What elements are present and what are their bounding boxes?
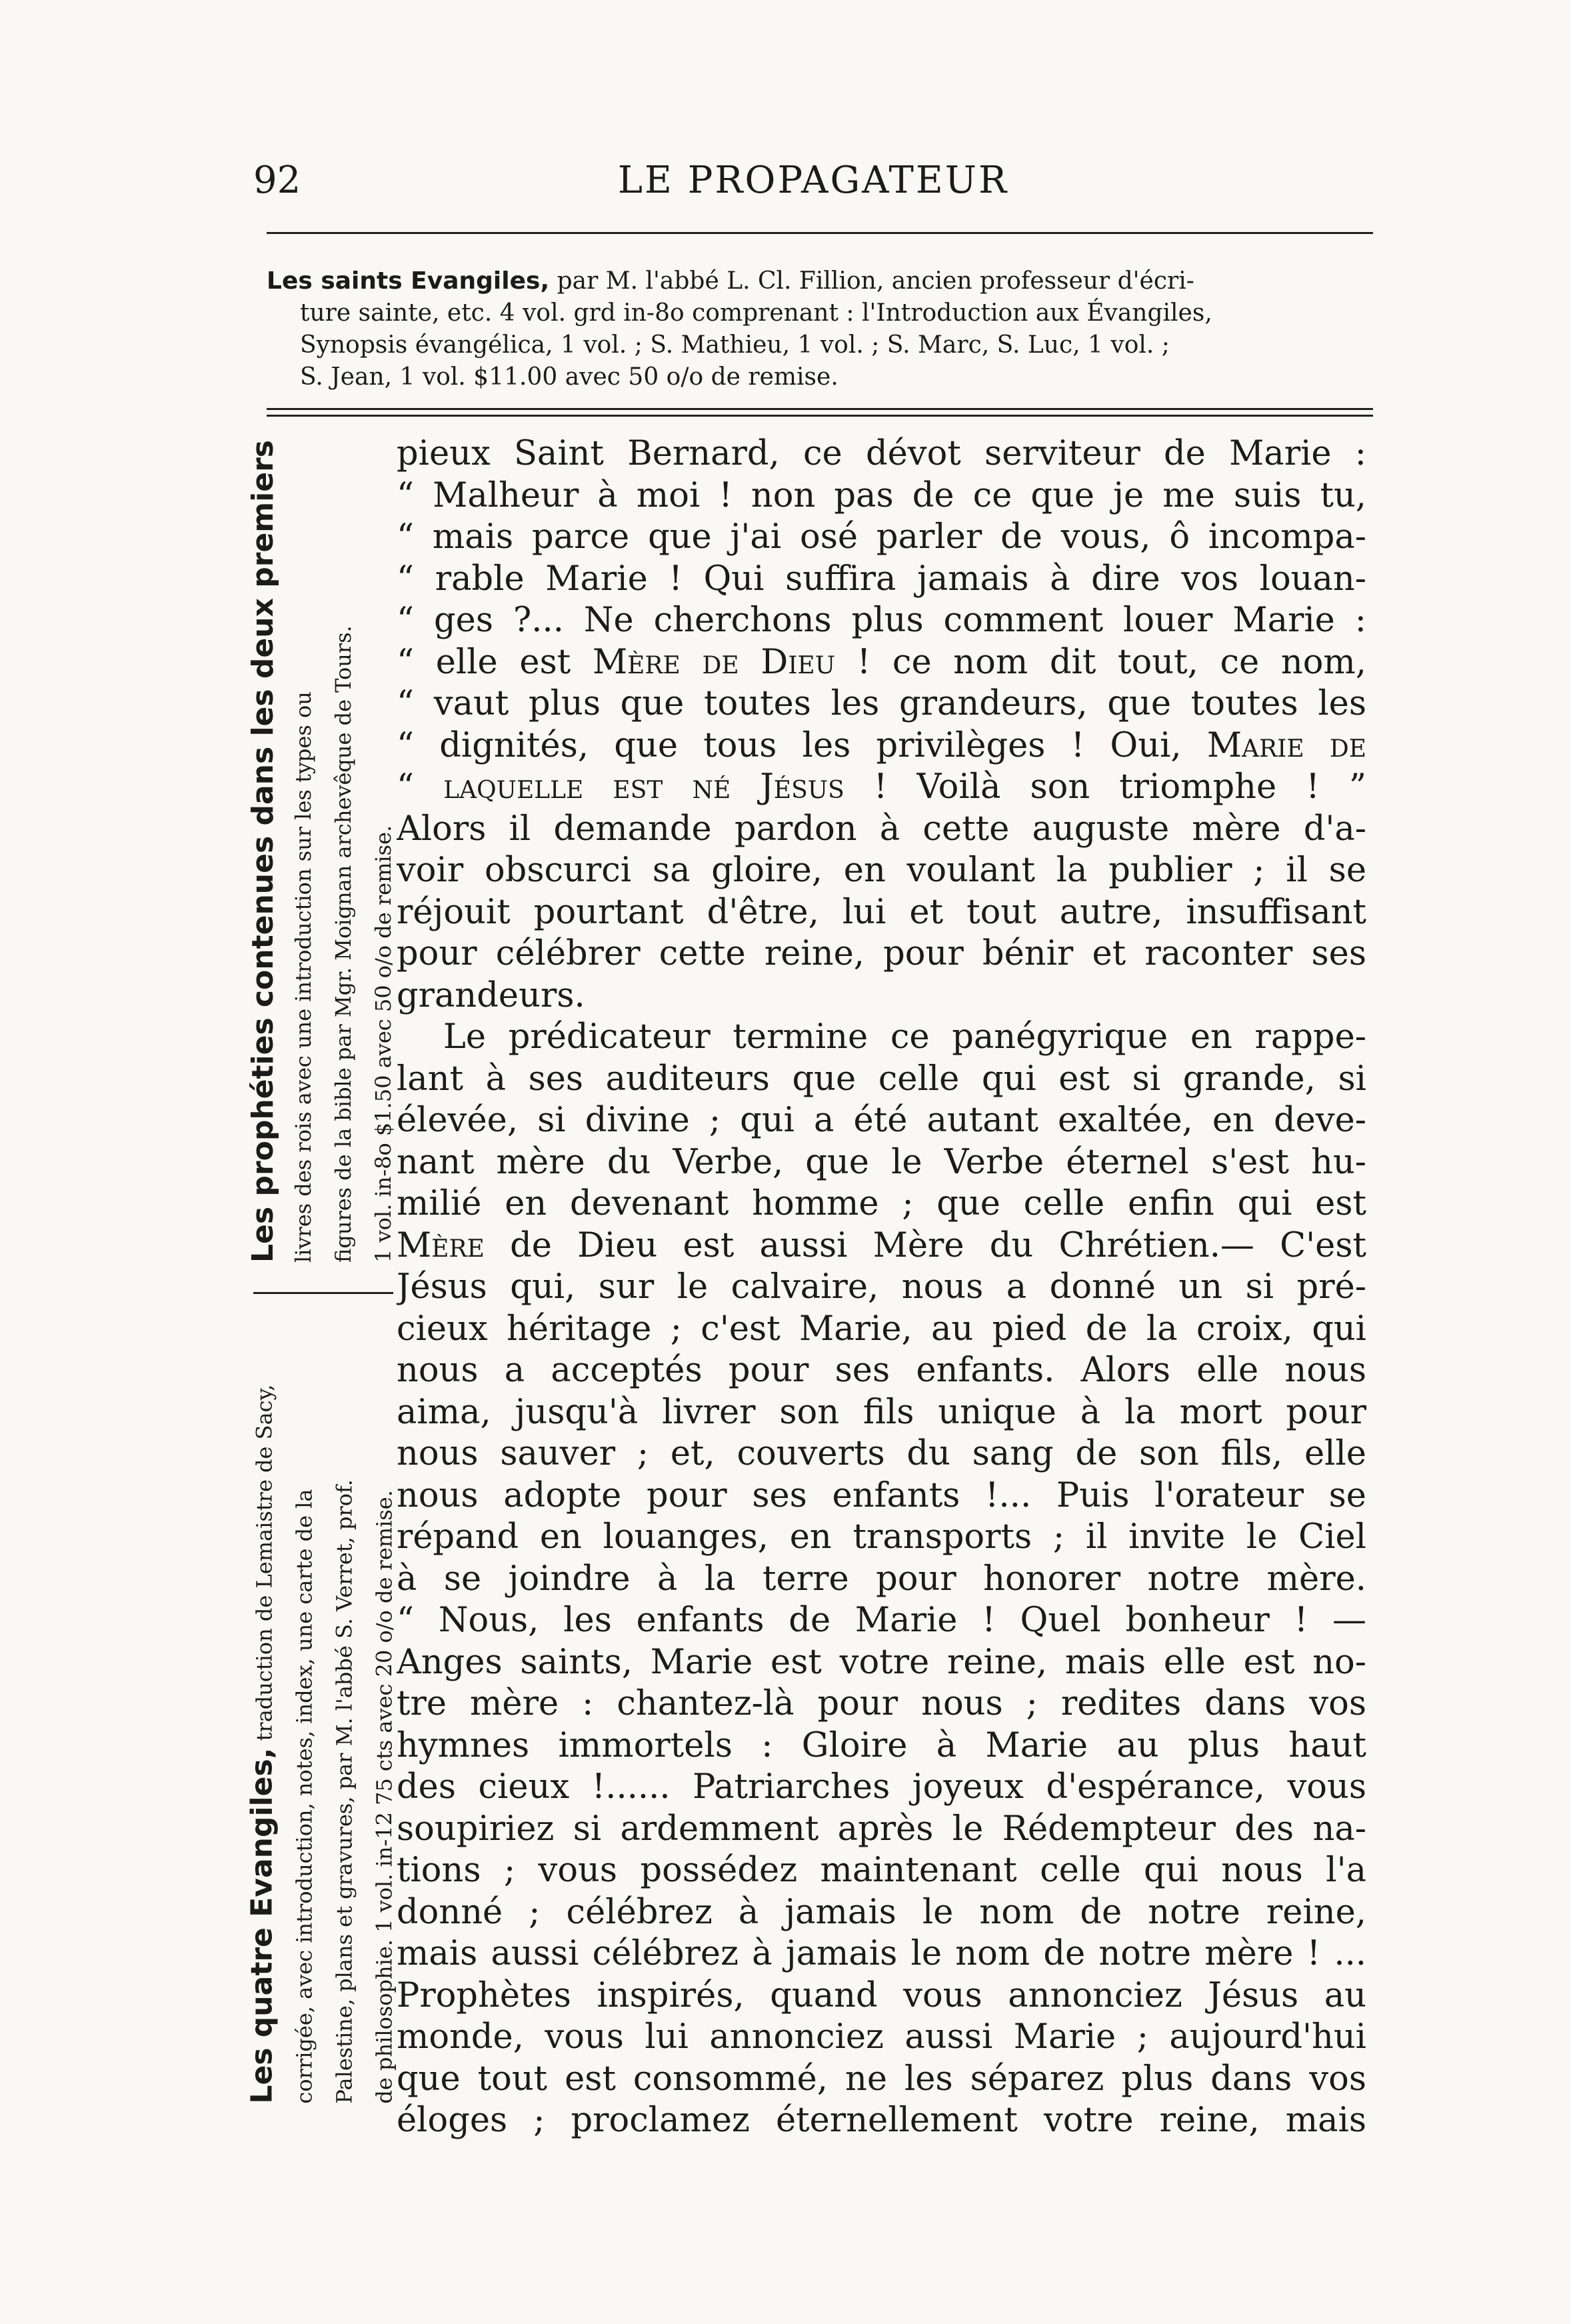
text-line: Prophètes inspirés, quand vous annonciez Jésus au: [397, 1975, 1366, 2015]
side-ad-line: 1 vol. in-8o $1.50 avec 50 o/o de remise.: [371, 825, 396, 1263]
small-caps-text: Mère: [397, 1225, 485, 1265]
text-segment: ! ce nom dit tout, ce nom,: [835, 642, 1366, 682]
ad-line: S. Jean, 1 vol. $11.00 avec 50 o/o de remise.: [300, 363, 838, 391]
running-title: LE PROPAGATEUR: [617, 159, 1009, 202]
text-line: hymnes immortels : Gloire à Marie au plus haut: [397, 1725, 1366, 1765]
ad-line: [267, 265, 1373, 297]
text-line: aima, jusqu'à livrer son fils unique à la mort pour: [397, 1392, 1366, 1432]
text-segment: “ elle est: [397, 642, 593, 682]
ad-text: par M. l'abbé L. Cl. Fillion, ancien professeur d'écri-: [549, 267, 1194, 295]
text-line: monde, vous lui annonciez aussi Marie ; aujourd'hui: [397, 2017, 1366, 2057]
text-line: milié en devenant homme ; que celle enfin qui est: [397, 1184, 1366, 1223]
text-line: “ Nous, les enfants de Marie ! Quel bonheur ! —: [397, 1601, 1366, 1640]
text-segment: “ dignités, que tous les privilèges ! Oui,: [397, 725, 1207, 765]
text-line: pour célébrer cette reine, pour bénir et raconter ses: [397, 934, 1366, 973]
text-line: [397, 1225, 1366, 1267]
side-ad-text: traduction de Lemaistre de Sacy,: [251, 1384, 277, 1748]
text-line: nous adopte pour ses enfants !... Puis l'orateur se: [397, 1475, 1366, 1515]
text-segment: de Dieu est aussi Mère du Chrétien.— C'est: [484, 1225, 1366, 1265]
advertisement-top: [267, 265, 1373, 393]
ad-line: ture sainte, etc. 4 vol. grd in-8o comprenant : l'Introduction aux Évangiles,: [300, 299, 1212, 327]
text-line: “ Malheur à moi ! non pas de ce que je me suis tu,: [397, 475, 1366, 515]
small-caps-text: Mère de Dieu: [592, 642, 836, 682]
side-advertisement-gospels: [245, 1297, 397, 2191]
text-line: “ ges ?... Ne cherchons plus comment louer Marie :: [397, 601, 1366, 640]
side-ad-line: de philosophie. 1 vol. in-12 75 cts avec 20 o/o de remise.: [371, 1490, 397, 2104]
text-line: que tout est consommé, ne les séparez plus dans vos: [397, 2059, 1366, 2099]
text-line: éloges ; proclamez éternellement votre reine, mais: [397, 2101, 1366, 2140]
side-ad-line: corrigée, avec introduction, notes, index, une carte de la: [291, 1489, 317, 2104]
text-line: voir obscurci sa gloire, en voulant la publier ; il se: [397, 851, 1366, 890]
text-segment: “: [397, 767, 444, 807]
header-rule: [267, 232, 1373, 234]
ad-title: Les saints Evangiles,: [267, 267, 550, 295]
text-line: “ rable Marie ! Qui suffira jamais à dire vos louan-: [397, 559, 1366, 599]
side-ad-title: Les prophéties contenues dans les deux premiers: [246, 440, 280, 1263]
text-line: [397, 725, 1366, 767]
ad-line: Synopsis évangélica, 1 vol. ; S. Mathieu, 1 vol. ; S. Marc, S. Luc, 1 vol. ;: [300, 331, 1170, 359]
page-number: 92: [253, 159, 301, 202]
side-divider: [253, 1292, 393, 1294]
text-line: Le prédicateur termine ce panégyrique en rappe-: [443, 1017, 1366, 1057]
double-rule: [267, 408, 1373, 417]
text-line: [397, 642, 1366, 684]
side-advertisement-text: [243, 440, 403, 1263]
side-ad-line: livres des rois avec une introduction sur les types ou: [291, 691, 316, 1263]
text-line: [397, 767, 1366, 809]
text-line: mais aussi célébrez à jamais le nom de notre mère ! ...: [397, 1934, 1366, 1973]
text-line: réjouit pourtant d'être, lui et tout autre, insuffisant: [397, 892, 1366, 932]
small-caps-text: laquelle est né Jésus: [443, 767, 844, 807]
text-line: Jésus qui, sur le calvaire, nous a donné un si pré-: [397, 1267, 1366, 1307]
text-line: donné ; célébrez à jamais le nom de notre reine,: [397, 1892, 1366, 1932]
side-ad-line: Palestine, plans et gravures, par M. l'abbé S. Verret, prof.: [331, 1479, 357, 2104]
page-header: [253, 159, 1373, 212]
side-ad-title: Les quatre Evangiles,: [245, 1747, 279, 2104]
text-line: élevée, si divine ; qui a été autant exaltée, en deve-: [397, 1101, 1366, 1140]
side-ad-line: figures de la bible par Mgr. Moignan archevêque de Tours.: [331, 625, 356, 1263]
text-segment: ! Voilà son triomphe ! ”: [844, 767, 1366, 807]
side-advertisement-prophecies: [246, 415, 396, 1288]
text-line: grandeurs.: [397, 975, 585, 1015]
body-text: [397, 433, 1366, 2142]
text-line: cieux héritage ; c'est Marie, au pied de la croix, qui: [397, 1309, 1366, 1349]
text-line: tre mère : chantez-là pour nous ; redites dans vos: [397, 1684, 1366, 1723]
text-line: nous sauver ; et, couverts du sang de son fils, elle: [397, 1434, 1366, 1473]
text-line: Anges saints, Marie est votre reine, mais elle est no-: [397, 1642, 1366, 1682]
text-line: Alors il demande pardon à cette auguste mère d'a-: [397, 809, 1366, 849]
text-line: pieux Saint Bernard, ce dévot serviteur de Marie :: [397, 434, 1366, 473]
text-line: tions ; vous possédez maintenant celle qui nous l'a: [397, 1851, 1366, 1890]
text-line: soupiriez si ardemment après le Rédempteur des na-: [397, 1809, 1366, 1849]
text-line: nous a acceptés pour ses enfants. Alors elle nous: [397, 1351, 1366, 1390]
small-caps-text: Marie de: [1206, 725, 1366, 765]
text-line: nant mère du Verbe, que le Verbe éternel s'est hu-: [397, 1142, 1366, 1182]
text-line: répand en louanges, en transports ; il invite le Ciel: [397, 1517, 1366, 1557]
text-line: à se joindre à la terre pour honorer notre mère.: [397, 1559, 1366, 1599]
text-line: “ mais parce que j'ai osé parler de vous, ô incompa-: [397, 517, 1366, 557]
text-line: des cieux !...... Patriarches joyeux d'espérance, vous: [397, 1767, 1366, 1807]
side-advertisement-text: [243, 1384, 405, 2103]
text-line: “ vaut plus que toutes les grandeurs, que toutes les: [397, 684, 1366, 723]
text-line: lant à ses auditeurs que celle qui est si grande, si: [397, 1059, 1366, 1099]
